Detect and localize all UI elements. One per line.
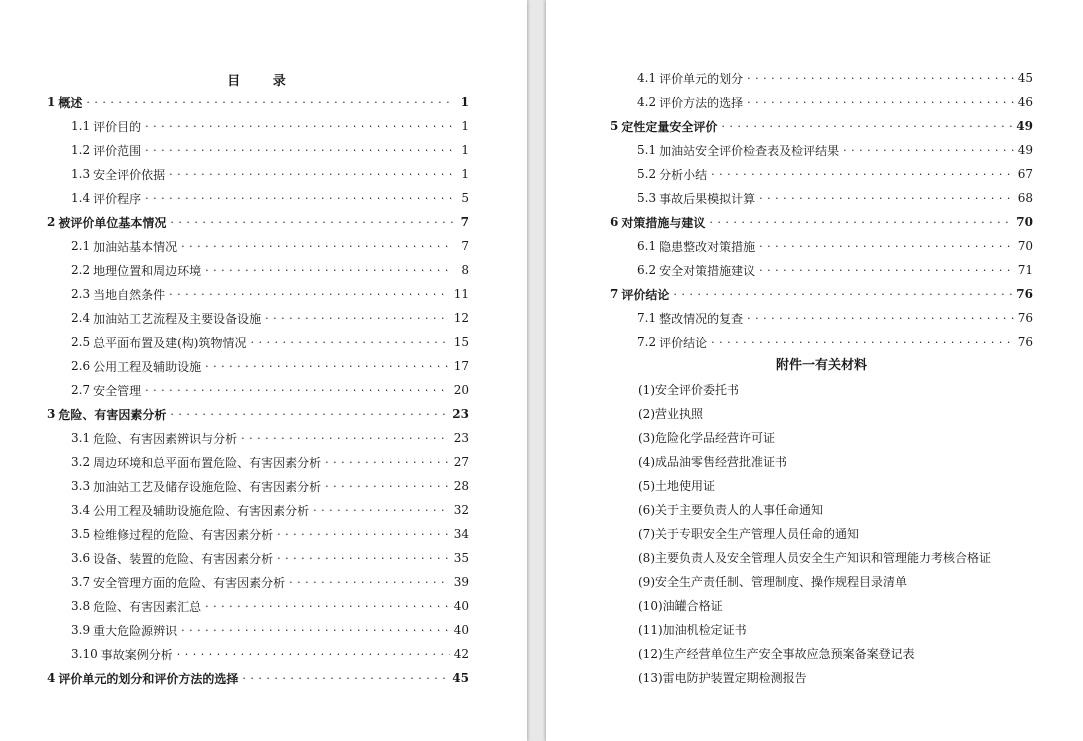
toc-entry-label: 定性定量安全评价	[621, 119, 718, 134]
toc-section-entry[interactable]	[546, 90, 1083, 114]
toc-dot-leader	[205, 600, 450, 612]
toc-entry-number: 3.1	[71, 431, 91, 445]
toc-dot-leader	[145, 120, 453, 132]
toc-page-number: 68	[1017, 191, 1033, 205]
toc-page-number: 40	[453, 599, 469, 613]
toc-chapter-entry[interactable]	[0, 402, 527, 426]
toc-page-number: 11	[453, 287, 469, 301]
toc-entry-label: 周边环境和总平面布置危险、有害因素分析	[93, 455, 322, 470]
toc-entry-number: 1.1	[71, 119, 91, 133]
toc-entry-label: 危险、有害因素辨识与分析	[93, 431, 238, 446]
toc-page-number: 45	[1017, 71, 1033, 85]
toc-entry-number: 3.3	[71, 479, 91, 493]
toc-section-entry[interactable]	[0, 162, 527, 186]
toc-dot-leader	[170, 216, 453, 228]
toc-entry-label: 公用工程及辅助设施	[93, 359, 202, 374]
appendix-item: (6)关于主要负责人的人事任命通知	[638, 503, 823, 517]
toc-section-entry[interactable]	[0, 114, 527, 138]
toc-entry-number: 3.5	[71, 527, 91, 541]
toc-dot-leader	[709, 216, 1012, 228]
toc-page-number: 67	[1017, 167, 1033, 181]
toc-page-number: 70	[1017, 239, 1033, 253]
toc-section-entry[interactable]	[0, 546, 527, 570]
toc-entry-number: 1.4	[71, 191, 91, 205]
toc-entry-number: 2.2	[71, 263, 91, 277]
toc-page-number: 27	[453, 455, 469, 469]
toc-page-number: 5	[461, 191, 469, 205]
toc-dot-leader	[673, 288, 1012, 300]
toc-dot-leader	[145, 144, 453, 156]
toc-section-entry[interactable]	[0, 570, 527, 594]
toc-section-entry[interactable]	[0, 306, 527, 330]
toc-section-entry[interactable]	[546, 306, 1083, 330]
toc-page-number: 40	[453, 623, 469, 637]
toc-dot-leader	[747, 96, 1014, 108]
toc-dot-leader	[325, 480, 450, 492]
appendix-item: (7)关于专职安全生产管理人员任命的通知	[638, 527, 859, 541]
toc-section-entry[interactable]	[546, 66, 1083, 90]
toc-dot-leader	[177, 648, 450, 660]
toc-entry-number: 3.10	[71, 647, 98, 661]
toc-entry-label: 总平面布置及建(构)筑物情况	[93, 335, 247, 350]
toc-section-entry[interactable]	[0, 474, 527, 498]
toc-dot-leader	[205, 264, 453, 276]
toc-entry-label: 隐患整改对策措施	[659, 239, 756, 254]
toc-dot-leader	[145, 384, 450, 396]
toc-entry-label: 公用工程及辅助设施危险、有害因素分析	[93, 503, 310, 518]
toc-section-entry[interactable]	[0, 426, 527, 450]
toc-page-number: 23	[453, 431, 469, 445]
toc-entry-label: 评价范围	[93, 143, 142, 158]
toc-page-number: 34	[453, 527, 469, 541]
toc-entry-number: 5.3	[637, 191, 657, 205]
toc-chapter-entry[interactable]	[0, 210, 527, 234]
toc-dot-leader	[747, 312, 1014, 324]
appendix-item: (1)安全评价委托书	[638, 383, 739, 397]
toc-entry-label: 评价单元的划分和评价方法的选择	[58, 671, 239, 686]
toc-dot-leader	[711, 168, 1014, 180]
toc-dot-leader	[265, 312, 450, 324]
toc-entry-number: 7.1	[637, 311, 657, 325]
toc-entry-label: 评价程序	[93, 191, 142, 206]
appendix-item: (13)雷电防护装置定期检测报告	[638, 671, 807, 685]
toc-entry-label: 当地自然条件	[93, 287, 166, 302]
toc-dot-leader	[313, 504, 450, 516]
toc-page-number: 46	[1017, 95, 1033, 109]
toc-chapter-entry[interactable]	[546, 210, 1083, 234]
toc-entry-label: 事故案例分析	[100, 647, 173, 662]
toc-dot-leader	[205, 360, 450, 372]
toc-chapter-entry[interactable]	[0, 666, 527, 690]
toc-dot-leader	[747, 72, 1014, 84]
toc-dot-leader	[181, 240, 453, 252]
toc-entry-number: 2.3	[71, 287, 91, 301]
toc-page-number: 76	[1017, 311, 1033, 325]
toc-entry-number: 4.2	[637, 95, 657, 109]
toc-entry-label: 事故后果模拟计算	[659, 191, 756, 206]
toc-page-number: 28	[453, 479, 469, 493]
toc-page-number: 42	[453, 647, 469, 661]
document-page-left	[0, 0, 527, 741]
toc-dot-leader	[721, 120, 1012, 132]
toc-entry-number: 5.1	[637, 143, 657, 157]
toc-entry-label: 安全对策措施建议	[659, 263, 756, 278]
appendix-item: (8)主要负责人及安全管理人员安全生产知识和管理能力考核合格证	[638, 551, 992, 565]
toc-entry-number: 4.1	[637, 71, 657, 85]
toc-section-entry[interactable]	[0, 522, 527, 546]
toc-entry-label: 重大危险源辨识	[93, 623, 178, 638]
toc-entry-number: 4	[47, 671, 56, 685]
toc-section-entry[interactable]	[0, 330, 527, 354]
appendix-item: (11)加油机检定证书	[638, 623, 747, 637]
toc-entry-label: 评价结论	[621, 287, 670, 302]
toc-dot-leader	[759, 192, 1014, 204]
toc-entry-label: 安全管理方面的危险、有害因素分析	[93, 575, 286, 590]
toc-section-entry[interactable]	[546, 234, 1083, 258]
toc-dot-leader	[242, 672, 448, 684]
toc-page-number: 17	[453, 359, 469, 373]
toc-chapter-entry[interactable]	[0, 90, 527, 114]
toc-entry-label: 安全评价依据	[93, 167, 166, 182]
toc-entry-number: 1.3	[71, 167, 91, 181]
toc-entry-number: 7.2	[637, 335, 657, 349]
toc-page-number: 1	[460, 95, 469, 109]
toc-section-entry[interactable]	[0, 234, 527, 258]
toc-dot-leader	[289, 576, 450, 588]
toc-section-entry[interactable]	[546, 258, 1083, 282]
toc-page-number: 35	[453, 551, 469, 565]
toc-list-right	[546, 66, 1083, 690]
toc-dot-leader	[169, 168, 453, 180]
toc-entry-label: 危险、有害因素分析	[58, 407, 167, 422]
toc-dot-leader	[170, 408, 448, 420]
toc-page-number: 20	[453, 383, 469, 397]
toc-page-number: 49	[1016, 119, 1033, 133]
toc-dot-leader	[325, 456, 450, 468]
toc-page-number: 7	[460, 215, 469, 229]
toc-entry-label: 加油站安全评价检查表及检评结果	[659, 143, 840, 158]
toc-page-number: 15	[453, 335, 469, 349]
toc-section-entry[interactable]	[0, 594, 527, 618]
toc-page-number: 70	[1016, 215, 1033, 229]
toc-section-entry[interactable]	[546, 330, 1083, 354]
appendix-list	[546, 378, 1083, 690]
toc-dot-leader	[86, 96, 453, 108]
toc-entry-label: 对策措施与建议	[621, 215, 706, 230]
toc-page-number: 12	[453, 311, 469, 325]
toc-page-number: 45	[452, 671, 469, 685]
toc-page-number: 1	[461, 167, 469, 181]
toc-entry-label: 地理位置和周边环境	[93, 263, 202, 278]
toc-section-entry[interactable]	[0, 450, 527, 474]
appendix-item: (3)危险化学品经营许可证	[638, 431, 775, 445]
appendix-item: (2)营业执照	[638, 407, 703, 421]
toc-entry-label: 安全管理	[93, 383, 142, 398]
toc-entry-label: 加油站工艺流程及主要设备设施	[93, 311, 262, 326]
toc-section-entry[interactable]	[0, 282, 527, 306]
toc-dot-leader	[277, 552, 450, 564]
toc-entry-label: 评价方法的选择	[659, 95, 744, 110]
toc-page-number: 8	[461, 263, 469, 277]
toc-entry-label: 评价目的	[93, 119, 142, 134]
toc-section-entry[interactable]	[546, 186, 1083, 210]
toc-entries-right	[546, 66, 1083, 354]
toc-page-number: 7	[461, 239, 469, 253]
toc-entry-label: 整改情况的复查	[659, 311, 744, 326]
appendix-item: (12)生产经营单位生产安全事故应急预案备案登记表	[638, 647, 915, 661]
toc-entry-label: 被评价单位基本情况	[58, 215, 167, 230]
toc-entry-number: 6.1	[637, 239, 657, 253]
toc-list-left	[0, 90, 527, 690]
toc-entry-label: 设备、装置的危险、有害因素分析	[93, 551, 274, 566]
toc-entry-number: 2.1	[71, 239, 91, 253]
toc-section-entry[interactable]	[0, 642, 527, 666]
toc-section-entry[interactable]	[546, 162, 1083, 186]
toc-title: 目 录	[227, 74, 300, 89]
toc-entry-number: 3.2	[71, 455, 91, 469]
toc-dot-leader	[169, 288, 450, 300]
toc-entry-number: 7	[610, 287, 619, 301]
toc-page-number: 23	[452, 407, 469, 421]
toc-entry-label: 概述	[58, 95, 83, 110]
toc-dot-leader	[241, 432, 450, 444]
toc-page-number: 76	[1016, 287, 1033, 301]
toc-dot-leader	[250, 336, 449, 348]
toc-section-entry[interactable]	[0, 186, 527, 210]
toc-page-number: 76	[1017, 335, 1033, 349]
appendix-title: 附件一有关材料	[775, 358, 867, 373]
toc-entry-label: 危险、有害因素汇总	[93, 599, 202, 614]
toc-dot-leader	[711, 336, 1014, 348]
toc-entry-number: 3	[47, 407, 56, 421]
toc-entry-number: 2	[47, 215, 56, 229]
toc-page-number: 1	[461, 143, 469, 157]
toc-dot-leader	[181, 624, 450, 636]
toc-page-number: 49	[1017, 143, 1033, 157]
toc-entry-number: 3.4	[71, 503, 91, 517]
toc-entry-label: 评价单元的划分	[659, 71, 744, 86]
toc-chapter-entry[interactable]	[546, 114, 1083, 138]
toc-entry-number: 2.7	[71, 383, 91, 397]
toc-section-entry[interactable]	[0, 138, 527, 162]
toc-section-entry[interactable]	[0, 258, 527, 282]
toc-entry-number: 3.8	[71, 599, 91, 613]
toc-dot-leader	[277, 528, 450, 540]
toc-entry-number: 2.5	[71, 335, 91, 349]
toc-section-entry[interactable]	[0, 618, 527, 642]
toc-entry-label: 加油站基本情况	[93, 239, 178, 254]
toc-section-entry[interactable]	[0, 378, 527, 402]
toc-section-entry[interactable]	[546, 138, 1083, 162]
toc-page-number: 39	[453, 575, 469, 589]
toc-page-number: 1	[461, 119, 469, 133]
document-page-right	[546, 0, 1083, 741]
toc-entry-number: 3.6	[71, 551, 91, 565]
toc-section-entry[interactable]	[0, 354, 527, 378]
toc-entry-number: 5.2	[637, 167, 657, 181]
toc-dot-leader	[843, 144, 1014, 156]
appendix-item: (9)安全生产责任制、管理制度、操作规程目录清单	[638, 575, 907, 589]
toc-section-entry[interactable]	[0, 498, 527, 522]
toc-dot-leader	[759, 240, 1014, 252]
toc-chapter-entry[interactable]	[546, 282, 1083, 306]
toc-entry-number: 6	[610, 215, 619, 229]
toc-entry-label: 检维修过程的危险、有害因素分析	[93, 527, 274, 542]
toc-entry-number: 1	[47, 95, 56, 109]
toc-entry-label: 评价结论	[659, 335, 708, 350]
toc-entry-number: 6.2	[637, 263, 657, 277]
toc-entry-label: 加油站工艺及储存设施危险、有害因素分析	[93, 479, 322, 494]
toc-entry-label: 分析小结	[659, 167, 708, 182]
toc-dot-leader	[145, 192, 453, 204]
toc-page-number: 32	[453, 503, 469, 517]
toc-dot-leader	[759, 264, 1014, 276]
toc-entry-number: 2.6	[71, 359, 91, 373]
appendix-item: (10)油罐合格证	[638, 599, 723, 613]
toc-page-number: 71	[1017, 263, 1033, 277]
toc-entry-number: 5	[610, 119, 619, 133]
toc-entry-number: 1.2	[71, 143, 91, 157]
toc-entry-number: 3.7	[71, 575, 91, 589]
toc-entry-number: 2.4	[71, 311, 91, 325]
toc-entry-number: 3.9	[71, 623, 91, 637]
appendix-item: (5)土地使用证	[638, 479, 715, 493]
appendix-item: (4)成品油零售经营批准证书	[638, 455, 787, 469]
